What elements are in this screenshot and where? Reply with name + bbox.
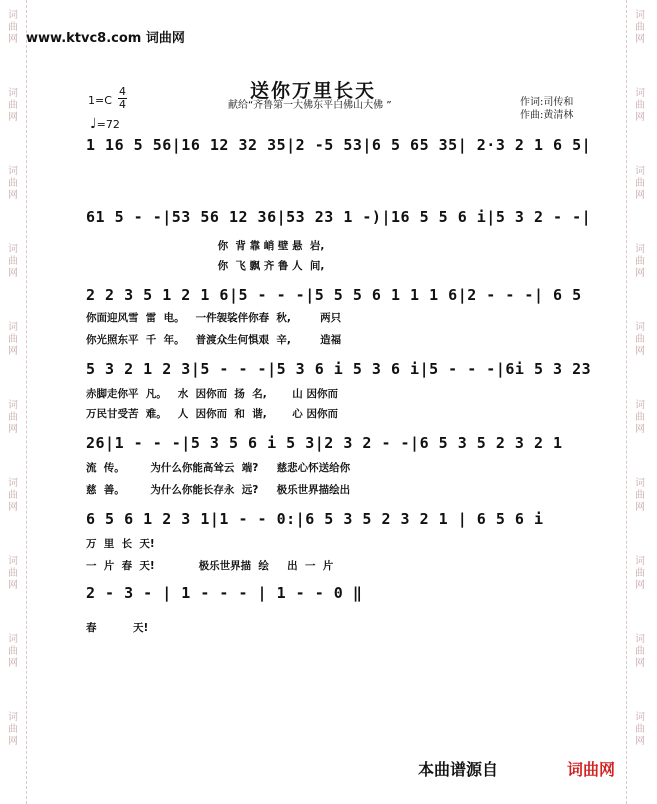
watermark-block: 词 曲 网: [635, 712, 645, 747]
notation-line: 26|1 - - -|5 3 5 6 i 5 3|2 3 2 - -|6 5 3 5 2 3 2 1: [86, 434, 563, 452]
lyric-line: 你光照东平 千 年。 普渡众生何惧艰 辛, 造福: [86, 334, 342, 346]
watermark-block: 词 曲 网: [8, 478, 18, 513]
dedication: 献给“齐鲁第一大佛东平白佛山大佛 ”: [228, 100, 392, 111]
notation-line: 2 - 3 - | 1 - - - | 1 - - 0 ‖: [86, 584, 363, 602]
key-signature: 1=C: [88, 94, 112, 107]
watermark-block: 词 曲 网: [8, 166, 18, 201]
watermark-block: 词 曲 网: [635, 244, 645, 279]
notation-line: 61 5 - -|53 56 12 36|53 23 1 -)|16 5 5 6 i|5 3 2 - -|: [86, 208, 592, 226]
watermark-block: 词 曲 网: [635, 88, 645, 123]
watermark-block: 词 曲 网: [8, 10, 18, 45]
tempo-marking: [90, 116, 120, 132]
lyric-line: 万民甘受苦 难。 人 因你而 和 谐, 心 因你而: [86, 408, 338, 420]
watermark-block: 词 曲 网: [8, 88, 18, 123]
time-denominator: 4: [119, 98, 126, 111]
notation-line: 5 3 2 1 2 3|5 - - -|5 3 6 i 5 3 6 i|5 - - -|6i 5 3 23: [86, 360, 592, 378]
watermark-block: 词 曲 网: [635, 10, 645, 45]
composer: 作曲:黄清林: [520, 110, 574, 121]
watermark-block: 词 曲 网: [635, 478, 645, 513]
lyric-line: 赤脚走你平 凡。 水 因你而 扬 名, 山 因你而: [86, 388, 338, 400]
watermark-block: 词 曲 网: [8, 634, 18, 669]
lyric-line: 万 里 长 天!: [86, 538, 155, 550]
lyric-line: 你面迎风雪 雷 电。 一件袈裟伴你春 秋, 两只: [86, 312, 342, 324]
watermark-block: 词 曲 网: [8, 556, 18, 591]
watermark-block: 词 曲 网: [635, 322, 645, 357]
watermark-block: 词 曲 网: [8, 400, 18, 435]
lyric-line: 一 片 春 天! 极乐世界描 绘 出 一 片: [86, 560, 334, 572]
lyric-line: 春 天!: [86, 622, 149, 634]
watermark-block: 词 曲 网: [635, 556, 645, 591]
time-numerator: 4: [119, 85, 126, 98]
notation-line: 2 2 3 5 1 2 1 6|5 - - -|5 5 5 6 1 1 1 6|2 - - -| 6 5: [86, 286, 582, 304]
lyricist: 作词:司传和: [520, 97, 574, 108]
lyric-line: 慈 善。 为什么你能长存永 远? 极乐世界描绘出: [86, 484, 351, 496]
notation-line: 6 5 6 1 2 3 1|1 - - 0:|6 5 3 5 2 3 2 1 | 6 5 6 i: [86, 510, 544, 528]
quarter-note-icon: ♩: [90, 116, 97, 132]
song-title: 送你万里长天: [250, 80, 377, 102]
watermark-block: 词 曲 网: [635, 634, 645, 669]
time-signature: [118, 86, 127, 111]
watermark-block: 词 曲 网: [8, 322, 18, 357]
tempo-value: =72: [96, 118, 120, 131]
footer-source-text: 本曲谱源自: [418, 760, 499, 779]
lyric-line: 你 飞 飘 齐 鲁 人 间,: [86, 260, 325, 272]
notation-line: 1 16 5 56|16 12 32 35|2 -5 53|6 5 65 35| 2·3 2 1 6 5|: [86, 136, 592, 154]
site-header[interactable]: www.ktvc8.com 词曲网: [26, 31, 185, 46]
watermark-right: [629, 0, 651, 804]
watermark-block: 词 曲 网: [635, 400, 645, 435]
watermark-left: [2, 0, 24, 804]
lyric-line: 流 传。 为什么你能高耸云 端? 慈悲心怀送给你: [86, 462, 351, 474]
lyric-line: 你 背 靠 峭 壁 悬 岩,: [86, 240, 325, 252]
credits: [520, 96, 573, 122]
watermark-block: 词 曲 网: [635, 166, 645, 201]
watermark-block: 词 曲 网: [8, 712, 18, 747]
watermark-block: 词 曲 网: [8, 244, 18, 279]
site-logo[interactable]: 词曲网: [567, 760, 616, 779]
